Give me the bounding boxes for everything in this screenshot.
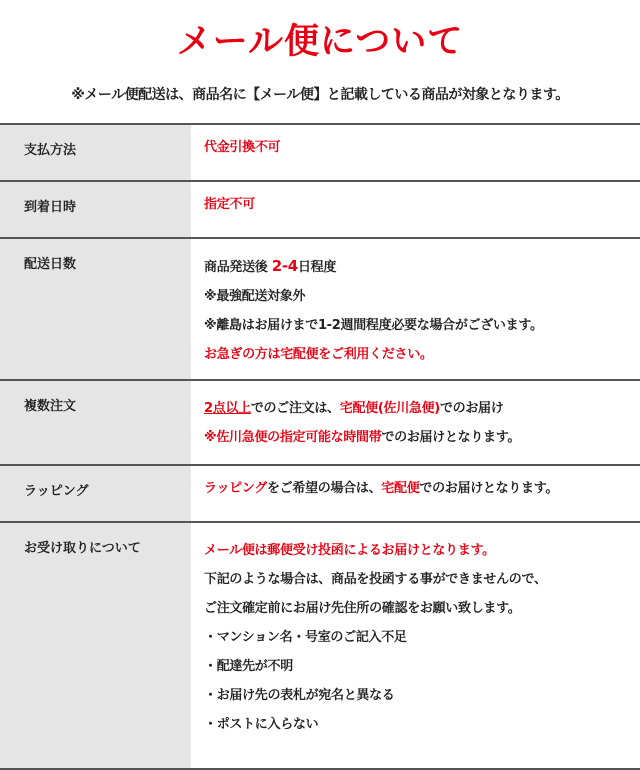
highlight-text: メール便は郵便受け投函によるお届けとなります。 <box>204 543 495 558</box>
value-text: でのご注文は、 <box>250 401 340 416</box>
value-text: ご注文確定前にお届け先住所の確認をお願い致します。 <box>204 601 521 616</box>
value-text: でのお届けとなります。 <box>419 481 559 496</box>
value-line <box>204 138 640 158</box>
info-row <box>0 466 640 523</box>
value-text: ※最強配送対象外 <box>204 289 306 304</box>
value-text: をご希望の場合は、 <box>266 481 382 496</box>
value-text: 下記のような場合は、商品を投函する事ができませんので、 <box>204 572 547 587</box>
info-row <box>0 239 640 381</box>
highlight-text: ※佐川急便の指定可能な時間帯 <box>204 430 382 445</box>
value-line <box>204 652 640 681</box>
row-label: 支払方法 <box>0 125 191 180</box>
value-line <box>204 594 640 623</box>
value-line <box>204 423 640 452</box>
info-table <box>0 123 640 770</box>
value-text: ・マンション名・号室のご記入不足 <box>204 630 407 645</box>
row-value <box>191 381 640 464</box>
value-line <box>204 195 640 215</box>
row-label: ラッピング <box>0 466 191 521</box>
value-line <box>204 681 640 710</box>
value-line <box>204 311 640 340</box>
info-row <box>0 125 640 182</box>
highlight-text: 2-4 <box>271 257 298 275</box>
value-line <box>204 536 640 565</box>
value-text: 商品発送後 <box>204 260 272 275</box>
highlight-text: お急ぎの方は宅配便をご利用ください。 <box>204 347 433 362</box>
row-label: 到着日時 <box>0 182 191 237</box>
value-line <box>204 623 640 652</box>
value-line <box>204 479 640 499</box>
info-row <box>0 381 640 466</box>
info-row <box>0 523 640 770</box>
row-value <box>191 523 640 768</box>
highlight-text: 代金引換不可 <box>204 140 281 155</box>
value-text: ・お届け先の表札が宛名と異なる <box>204 688 395 703</box>
highlight-text: 宅配便 <box>381 481 420 496</box>
row-value <box>191 182 640 237</box>
value-line <box>204 340 640 369</box>
value-line <box>204 252 640 282</box>
highlight-text: 2点以上 <box>204 401 251 416</box>
value-text: でのお届けとなります。 <box>381 430 521 445</box>
highlight-text: 宅配便(佐川急便) <box>339 401 440 416</box>
value-line <box>204 282 640 311</box>
row-label: お受け取りについて <box>0 523 191 768</box>
value-text: でのお届け <box>439 401 504 416</box>
page-subtitle: ※メール便配送は、商品名に【メール便】と記載している商品が対象となります。 <box>71 87 569 103</box>
row-value <box>191 125 640 180</box>
value-line <box>204 710 640 739</box>
row-label: 複数注文 <box>0 381 191 464</box>
highlight-text: ラッピング <box>204 481 267 496</box>
page-title: メール便について <box>176 22 464 62</box>
row-value <box>191 466 640 521</box>
value-text: ・ポストに入らない <box>204 717 319 732</box>
value-text: ・配達先が不明 <box>204 659 293 674</box>
row-value <box>191 239 640 379</box>
value-text: 日程度 <box>297 260 337 275</box>
value-line <box>204 565 640 594</box>
value-line <box>204 394 640 423</box>
info-row <box>0 182 640 239</box>
row-label: 配送日数 <box>0 239 191 379</box>
highlight-text: 指定不可 <box>204 197 255 212</box>
value-text: ※離島はお届けまで1-2週間程度必要な場合がございます。 <box>204 318 543 333</box>
